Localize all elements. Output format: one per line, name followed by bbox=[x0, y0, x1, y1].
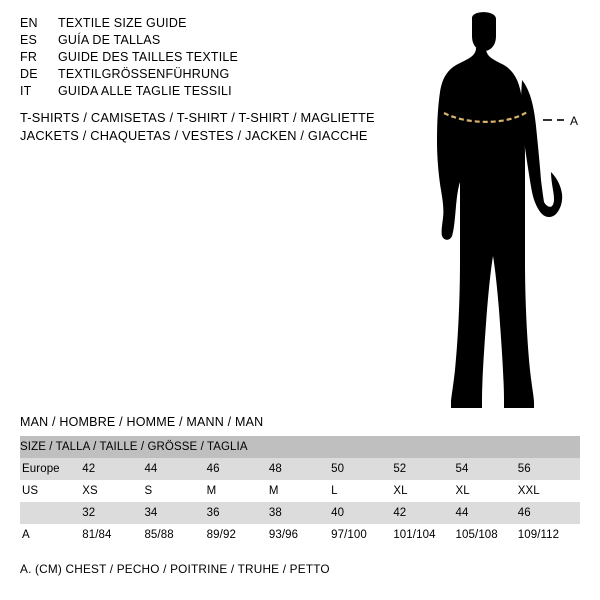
table-cell: XL bbox=[393, 480, 455, 502]
table-cell: M bbox=[269, 480, 331, 502]
table-row bbox=[20, 524, 580, 546]
language-text: GUÍA DE TALLAS bbox=[58, 33, 161, 47]
table-cell: 36 bbox=[207, 502, 269, 524]
table-cell: 54 bbox=[456, 458, 518, 480]
table-cell: 109/112 bbox=[518, 524, 580, 546]
table-cell: XL bbox=[456, 480, 518, 502]
callout-label-a: A bbox=[570, 114, 579, 128]
row-label-us: US bbox=[20, 480, 82, 502]
language-text: GUIDE DES TAILLES TEXTILE bbox=[58, 50, 239, 64]
language-row bbox=[20, 84, 420, 101]
table-cell: L bbox=[331, 480, 393, 502]
table-cell: 42 bbox=[82, 458, 144, 480]
language-code: EN bbox=[20, 16, 38, 30]
language-row bbox=[20, 67, 420, 84]
row-label-blank bbox=[20, 502, 82, 524]
table-cell: 32 bbox=[82, 502, 144, 524]
table-cell: XS bbox=[82, 480, 144, 502]
table-cell: 105/108 bbox=[456, 524, 518, 546]
table-cell: 44 bbox=[456, 502, 518, 524]
table-header-label: SIZE / TALLA / TAILLE / GRÖSSE / TAGLIA bbox=[20, 436, 580, 458]
table-cell: 97/100 bbox=[331, 524, 393, 546]
table-row bbox=[20, 502, 580, 524]
table-cell: S bbox=[144, 480, 206, 502]
table-cell: 52 bbox=[393, 458, 455, 480]
language-row bbox=[20, 33, 420, 50]
garment-line-tshirts: T-SHIRTS / CAMISETAS / T-SHIRT / T-SHIRT / MAGLIETTE bbox=[20, 110, 375, 125]
language-list bbox=[20, 16, 420, 101]
table-cell: 38 bbox=[269, 502, 331, 524]
language-text: GUIDA ALLE TAGLIE TESSILI bbox=[58, 84, 232, 98]
silhouette-body bbox=[437, 12, 562, 408]
size-table bbox=[20, 436, 580, 546]
table-header-row bbox=[20, 436, 580, 458]
row-label-europe: Europe bbox=[20, 458, 82, 480]
language-text: TEXTILE SIZE GUIDE bbox=[58, 16, 187, 30]
table-title: MAN / HOMBRE / HOMME / MANN / MAN bbox=[20, 415, 264, 429]
table-cell: M bbox=[207, 480, 269, 502]
row-label-a: A bbox=[20, 524, 82, 546]
table-cell: 46 bbox=[518, 502, 580, 524]
table-cell: 56 bbox=[518, 458, 580, 480]
language-row bbox=[20, 16, 420, 33]
table-cell: XXL bbox=[518, 480, 580, 502]
language-text: TEXTILGRÖSSENFÜHRUNG bbox=[58, 67, 230, 81]
language-code: DE bbox=[20, 67, 38, 81]
table-cell: 89/92 bbox=[207, 524, 269, 546]
table-cell: 42 bbox=[393, 502, 455, 524]
table-cell: 93/96 bbox=[269, 524, 331, 546]
table-cell: 40 bbox=[331, 502, 393, 524]
table-row bbox=[20, 480, 580, 502]
language-row bbox=[20, 50, 420, 67]
garment-line-jackets: JACKETS / CHAQUETAS / VESTES / JACKEN / GIACCHE bbox=[20, 128, 368, 143]
garment-type-list bbox=[20, 110, 440, 146]
table-cell: 81/84 bbox=[82, 524, 144, 546]
table-cell: 44 bbox=[144, 458, 206, 480]
language-code: ES bbox=[20, 33, 38, 47]
body-silhouette-figure bbox=[410, 10, 600, 410]
language-code: IT bbox=[20, 84, 32, 98]
table-cell: 50 bbox=[331, 458, 393, 480]
table-cell: 46 bbox=[207, 458, 269, 480]
table-cell: 85/88 bbox=[144, 524, 206, 546]
silhouette-svg bbox=[410, 10, 600, 410]
footnote-chest: A. (CM) CHEST / PECHO / POITRINE / TRUHE / PETTO bbox=[20, 562, 330, 576]
table-cell: 34 bbox=[144, 502, 206, 524]
table-row bbox=[20, 458, 580, 480]
table-cell: 101/104 bbox=[393, 524, 455, 546]
size-table-area bbox=[20, 415, 580, 576]
language-code: FR bbox=[20, 50, 38, 64]
table-cell: 48 bbox=[269, 458, 331, 480]
